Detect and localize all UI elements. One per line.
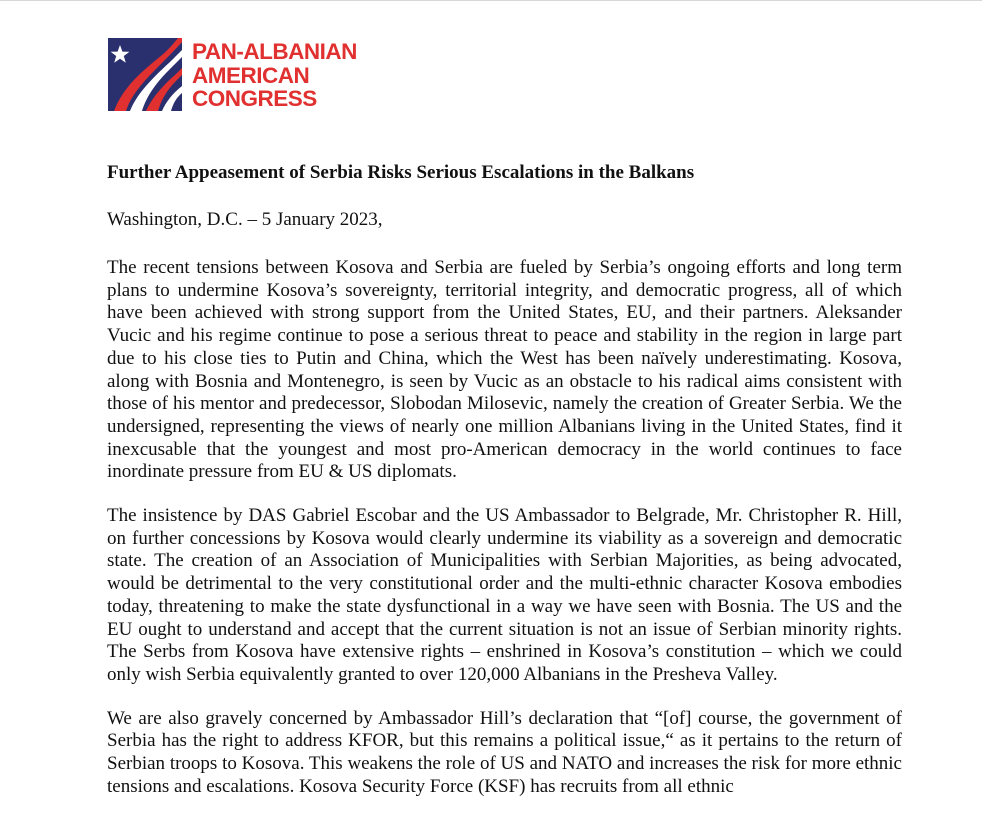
logo-line-1: PAN-ALBANIAN: [192, 39, 357, 64]
paragraph-1: The recent tensions between Kosova and Serbia are fueled by Serbia’s ongoing efforts and long term plans to undermine Kosova’s sovereignty, territorial integrity, and democratic progress, all of which have been achieved with strong support from the United States, EU, and their partners. Aleksander Vucic and his regime continue to pose a serious threat to peace and stability in the region in large part due to his close ties to Putin and China, which the West has been naïvely underestimating. Kosova, along with Bosnia and Montenegro, is seen by Vucic as an obstacle to his radical aims consistent with those of his mentor and predecessor, Slobodan Milosevic, namely the creation of Greater Serbia. We the undersigned, representing the views of nearly one million Albanians living in the United States, find it inexcusable that the youngest and most pro-American democracy in the world continues to face inordinate pressure from EU & US diplomats.: [107, 257, 902, 483]
document-title: Further Appeasement of Serbia Risks Serious Escalations in the Balkans: [107, 162, 695, 183]
page-top-edge: [0, 0, 982, 1]
paragraph-2: The insistence by DAS Gabriel Escobar and the US Ambassador to Belgrade, Mr. Christopher R. Hill, on further concessions by Kosova would clearly undermine its viability as a sovereign and democratic state. The creation of an Association of Municipalities with Serbian Majorities, as being advocated, would be detrimental to the very constitutional order and the multi-ethnic character Kosova embodies today, threatening to make the state dysfunctional in a way we have seen with Bosnia. The US and the EU ought to understand and accept that the current situation is not an issue of Serbian minority rights. The Serbs from Kosova have extensive rights – enshrined in Kosova’s constitution – which we could only wish Serbia equivalently granted to over 120,000 Albanians in the Presheva Valley.: [107, 505, 902, 685]
organization-name: [192, 40, 357, 111]
document-body: [107, 160, 902, 798]
dateline: Washington, D.C. – 5 January 2023,: [107, 209, 383, 230]
logo-line-2: AMERICAN: [192, 62, 310, 88]
paragraph-3: We are also gravely concerned by Ambassador Hill’s declaration that “[of] course, the government of Serbia has the right to address KFOR, but this remains a political issue,“ as it pertains to the return of Serbian troops to Kosova. This weakens the role of US and NATO and increases the risk for more ethnic tensions and escalations. Kosova Security Force (KSF) has recruits from all ethnic: [107, 707, 902, 797]
star-and-stripes-logo-icon: [108, 38, 182, 111]
logo-line-3: CONGRESS: [192, 86, 317, 112]
organization-logo: [108, 38, 378, 112]
